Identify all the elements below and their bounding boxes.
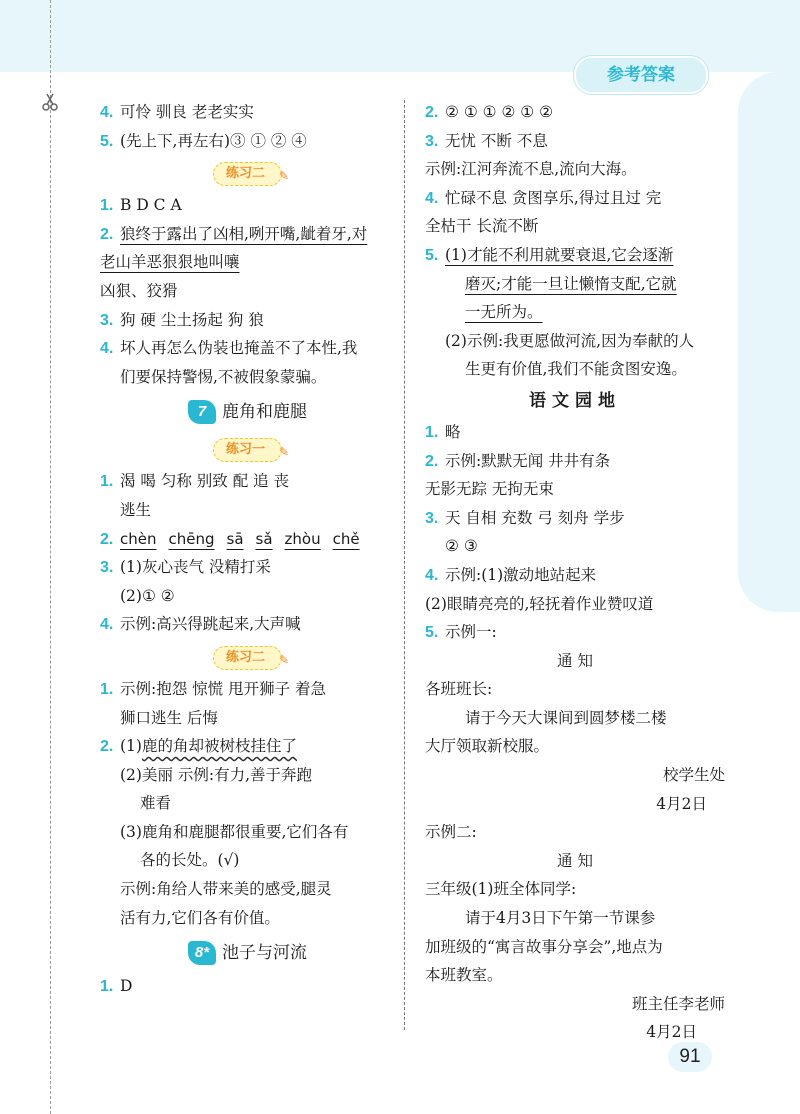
answer-5: 5. (1)才能不利用就要衰退,它会逐渐: [425, 245, 674, 264]
answer-3: 3. 无忧 不断 不息: [425, 131, 548, 150]
pencil-icon: ✎: [278, 445, 289, 460]
left-column: 4. 可怜 驯良 老老实实 5. (先上下,再左右)③ ① ② ④ 练习二 ✎ 1. B D C A 2. 狼终于露出了凶相,咧开嘴,龇着牙,对 老山羊恶狠狠地叫嚷 凶狠、狡猾 3. 狗 硬 尘土扬起 狗 狼 4. 坏人再怎么伪装也掩盖不了本性,我 们要保持警惕,不被假象蒙骗。 7 鹿角和鹿腿 练习一 ✎ 1. 渴 喝 匀称 别致 配 追 丧 逃生 2. chèn chēng sā sǎ zhòu chě 3. (1)灰心丧气 没精打采 (2)① ② 4. 示例:高兴得跳起来,大声喊 练习二 ✎ 1. 示例:抱怨 惊慌 甩开狮子 着急 狮口逃生 后悔 2. (1)鹿的角却被树枝挂住了 (2)美丽 示例:有力,善于奔跑 难看 (3)鹿角和鹿腿都很重要,它们各有 各的长处。(√) 示例:角给人带来美的感受,腿灵 活有力,它们各有价值。 8* 池子与河流 1. D: [100, 98, 395, 1001]
notice-title: 通 知: [557, 851, 593, 870]
answer-5: 5. (先上下,再左右)③ ① ② ④: [100, 131, 307, 150]
answer-key-tab: 参考答案: [574, 56, 708, 94]
column-divider: [404, 100, 405, 1030]
answer-2: 2. 狼终于露出了凶相,咧开嘴,龇着牙,对: [100, 224, 368, 243]
answer-2: 2. ② ① ① ② ① ②: [425, 103, 554, 121]
notice-signature: 校学生处: [662, 766, 725, 785]
pencil-icon: ✎: [278, 652, 289, 667]
exercise-tag: 练习二 ✎: [100, 639, 395, 675]
answer-1: 1. 示例:抱怨 惊慌 甩开狮子 着急: [100, 679, 327, 698]
answer-4: 4. 忙碌不息 贪图享乐,得过且过 完: [425, 188, 662, 207]
answer-3: 3. 天 自相 充数 弓 刻舟 学步: [425, 508, 625, 527]
cut-line: [50, 0, 51, 1114]
answer-4: 4. 可怜 驯良 老老实实: [100, 103, 254, 121]
right-column: 2. ② ① ① ② ① ② 3. 无忧 不断 不息 示例:江河奔流不息,流向大海。 4. 忙碌不息 贪图享乐,得过且过 完 全枯干 长流不断 5. (1)才能不利用就要衰退,它会逐渐 磨灭;才能一旦让懒惰支配,它就 一无所为。 (2)示例:我更愿做河流,因为奉献的人 生更有价值,我们不能贪图安逸。 语文园地 1. 略 2. 示例:默默无闻 井井有条 无影无踪 无拘无束 3. 天 自相 充数 弓 刻舟 学步 ② ③ 4. 示例:(1)激动地站起来 (2)眼睛亮亮的,轻抚着作业赞叹道 5. 示例一: 通 知 各班班长: 请于今天大课间到圆梦楼二楼 大厅领取新校服。 校学生处 4月2日 示例二: 通 知 三年级(1)班全体同学: 请于4月3日下午第一节课参 加班级的“寓言故事分享会”,地点为 本班教室。 班主任李老师 4月2日: [425, 98, 725, 1047]
lesson-heading: 8* 池子与河流: [100, 932, 395, 972]
answer-5: 5. 示例一:: [425, 623, 497, 642]
answer-2: 2. 示例:默默无闻 井井有条: [425, 451, 611, 470]
answer-4: 4. 示例:高兴得跳起来,大声喊: [100, 615, 301, 634]
scissors-icon: [40, 92, 60, 112]
notice-date: 4月2日: [656, 794, 707, 813]
side-band: [738, 72, 800, 612]
answer-1: 1. 渴 喝 匀称 别致 配 追 丧: [100, 472, 290, 491]
answer-1: 1. 略: [425, 422, 461, 441]
answer-3: 3. 狗 硬 尘土扬起 狗 狼: [100, 310, 264, 329]
exercise-tag: 练习二 ✎: [100, 155, 395, 191]
answer-3: 3. (1)灰心丧气 没精打采: [100, 558, 271, 577]
answer-4: 4. 示例:(1)激动地站起来: [425, 565, 597, 584]
answer-2: 2. (1)鹿的角却被树枝挂住了: [100, 737, 297, 756]
answer-2-pinyin: 2. chèn chēng sā sǎ zhòu chě: [100, 529, 360, 548]
answer-1: 1. B D C A: [100, 196, 182, 215]
answer-1: 1. D: [100, 977, 133, 996]
page-number: 91: [668, 1042, 712, 1072]
pencil-icon: ✎: [278, 169, 289, 184]
notice-date: 4月2日: [646, 1023, 697, 1042]
answer-4b: 4. 坏人再怎么伪装也掩盖不了本性,我: [100, 339, 358, 358]
section-title: 语文园地: [529, 390, 621, 411]
notice-signature: 班主任李老师: [631, 994, 725, 1013]
lesson-heading: 7 鹿角和鹿腿: [100, 391, 395, 431]
exercise-tag: 练习一 ✎: [100, 431, 395, 467]
notice-title: 通 知: [557, 651, 593, 670]
